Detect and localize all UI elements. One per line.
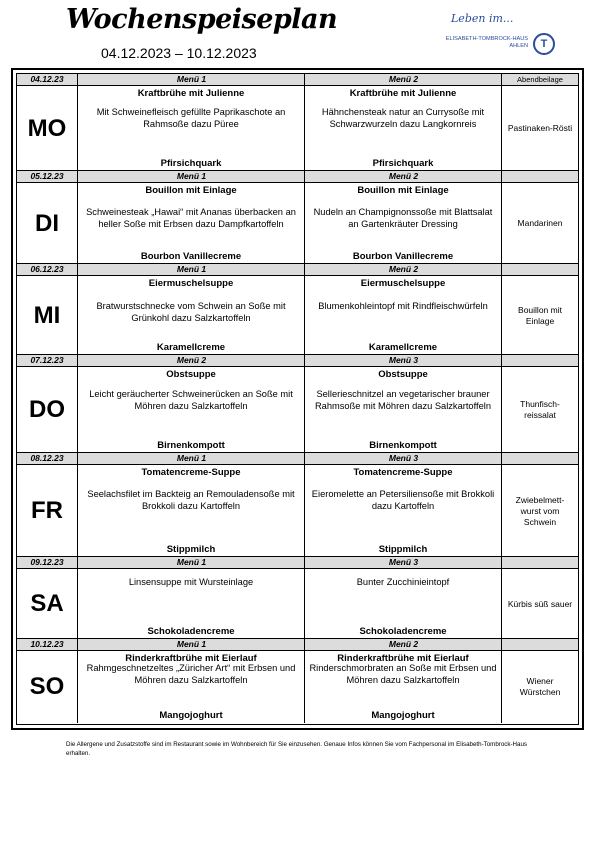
- allergen-note: Die Allergene und Zusatzstoffe sind im Restaurant sowie im Wohnbereich für Sie einzusehen. Genaue Infos können Sie vom Fachpersonal im Elisabeth-Tombrock-Haus erhalten.: [66, 741, 527, 757]
- menu2-dessert: Stippmilch: [378, 544, 428, 555]
- menu1-soup: Bouillon mit Einlage: [145, 185, 237, 196]
- menu2-label: Menü 3: [304, 355, 502, 366]
- menu1-dessert: Birnenkompott: [157, 440, 225, 451]
- menu1-cell: [77, 367, 304, 453]
- menu2-label: Menü 3: [304, 453, 502, 464]
- weekday-label: MO: [27, 114, 67, 142]
- weekday-label: SA: [30, 590, 64, 617]
- menu2-dessert: Schokoladencreme: [359, 626, 447, 637]
- day-body-row: [17, 183, 578, 264]
- menu2-cell: [304, 569, 501, 639]
- menu2-cell: [304, 651, 501, 723]
- menu2-label: Menü 2: [304, 171, 502, 182]
- beilage-header: [501, 355, 578, 366]
- beilage-cell: Bouillon mit Einlage: [501, 276, 578, 355]
- day-header-row: [17, 453, 578, 465]
- menu2-label: Menü 2: [304, 639, 502, 650]
- day-date: 08.12.23: [30, 453, 64, 463]
- menu1-label: Menü 1: [77, 74, 305, 85]
- day-body-row: [17, 651, 578, 723]
- menu2-dessert: Pfirsichquark: [372, 158, 434, 169]
- menu1-label: Menü 2: [77, 355, 305, 366]
- menu1-main: Seelachsfilet im Backteig an Remouladensoße mit Brokkoli dazu Kartoffeln: [87, 489, 295, 511]
- menu1-cell: [77, 651, 304, 723]
- day-date: 05.12.23: [30, 171, 64, 181]
- menu2-dessert: Mangojoghurt: [371, 710, 435, 721]
- day-date: 06.12.23: [30, 264, 64, 274]
- menu2-main: Rinderschmorbraten an Soße mit Erbsen und Möhren dazu Salzkartoffeln: [309, 663, 497, 685]
- menu1-main: Rahmgeschnetzeltes „Züricher Art“ mit Erbsen und Möhren dazu Salzkartoffeln: [86, 663, 296, 685]
- day-body-row: [17, 465, 578, 557]
- menu1-dessert: Karamellcreme: [156, 342, 226, 353]
- menu1-dessert: Pfirsichquark: [160, 158, 222, 169]
- menu2-main: Nudeln an Champignonssoße mit Blattsalat an Gartenkräuter Dressing: [313, 207, 493, 229]
- beilage-cell: Mandarinen: [501, 183, 578, 264]
- menu1-dessert: Mangojoghurt: [159, 710, 223, 721]
- menu2-main: Blumenkohleintopf mit Rindfleischwürfeln: [318, 301, 488, 311]
- menu2-label: Menü 2: [304, 264, 502, 275]
- date-range: 04.12.2023 – 10.12.2023: [101, 45, 257, 61]
- menu2-soup: Tomatencreme-Suppe: [353, 467, 453, 478]
- beilage-header: [501, 171, 578, 182]
- day-header-row: [17, 264, 578, 276]
- menu1-soup: Tomatencreme-Suppe: [141, 467, 241, 478]
- menu2-dessert: Karamellcreme: [368, 342, 438, 353]
- beilage-header: [501, 74, 578, 85]
- day-date: 09.12.23: [30, 557, 64, 567]
- menu-table-frame: [11, 68, 584, 730]
- day-header-row: [17, 171, 578, 183]
- menu1-label: Menü 1: [77, 639, 305, 650]
- beilage-cell: Zwiebelmett-wurst vom Schwein: [501, 465, 578, 557]
- menu1-main: Bratwurstschnecke vom Schwein an Soße mit Grünkohl dazu Salzkartoffeln: [96, 301, 286, 323]
- menu1-soup: Obstsuppe: [166, 369, 216, 380]
- weekday-label: MI: [33, 301, 61, 329]
- beilage-cell: Pastinaken-Rösti: [501, 86, 578, 171]
- menu2-cell: [304, 86, 501, 171]
- menu2-main: Sellerieschnitzel an vegetarischer brauner Rahmsoße mit Möhren dazu Salzkartoffeln: [314, 389, 492, 411]
- org-logo-icon: T: [533, 33, 555, 55]
- menu2-cell: [304, 276, 501, 355]
- beilage-header: [501, 557, 578, 568]
- day-block-di: [17, 171, 578, 264]
- page-title: Wochenspeiseplan: [66, 4, 338, 35]
- day-date: 10.12.23: [30, 639, 64, 649]
- org-name-block: [420, 36, 528, 50]
- day-block-do: [17, 355, 578, 453]
- weekday-label: DO: [29, 396, 65, 423]
- menu2-dessert: Birnenkompott: [369, 440, 437, 451]
- menu1-dessert: Bourbon Vanillecreme: [140, 251, 242, 262]
- weekday-label: SO: [29, 673, 65, 700]
- day-body-row: [17, 276, 578, 355]
- menu1-cell: [77, 183, 304, 264]
- menu2-soup: Kraftbrühe mit Julienne: [349, 88, 457, 99]
- menu2-cell: [304, 183, 501, 264]
- weekday-label: DI: [35, 209, 59, 237]
- menu2-soup: Obstsuppe: [378, 369, 428, 380]
- menu1-dessert: Stippmilch: [166, 544, 216, 555]
- menu1-label: Menü 1: [77, 171, 305, 182]
- menu1-soup: Eiermuschelsuppe: [148, 278, 234, 289]
- menu2-label: Menü 2: [304, 74, 502, 85]
- beilage-cell: Thunfisch-reissalat: [501, 367, 578, 453]
- weekday-label: FR: [31, 497, 63, 524]
- menu2-main: Hähnchensteak natur an Currysoße mit Schwarzwurzeln dazu Langkornreis: [321, 107, 485, 129]
- beilage-cell: Wiener Würstchen: [501, 651, 578, 723]
- beilage-header-label: Abendbeilage: [517, 75, 563, 84]
- org-name: ELISABETH-TOMBROCK-HAUS: [445, 36, 528, 42]
- menu1-cell: [77, 86, 304, 171]
- menu-table: [16, 73, 579, 725]
- day-block-so: [17, 639, 578, 723]
- menu1-main: Schweinesteak „Hawai“ mit Ananas überbacken an heller Soße mit Erbsen dazu Dampfkartoffeln: [86, 207, 296, 229]
- day-block-mi: [17, 264, 578, 355]
- beilage-header: [501, 453, 578, 464]
- menu1-label: Menü 1: [77, 264, 305, 275]
- slogan: Leben im...: [451, 12, 514, 25]
- menu2-soup: Bouillon mit Einlage: [357, 185, 449, 196]
- day-header-row: [17, 557, 578, 569]
- menu2-main: Bunter Zucchinieintopf: [356, 577, 450, 587]
- menu1-label: Menü 1: [77, 557, 305, 568]
- menu2-label: Menü 3: [304, 557, 502, 568]
- beilage-header: [501, 639, 578, 650]
- day-header-row: [17, 74, 578, 86]
- day-date: 07.12.23: [30, 355, 64, 365]
- menu1-dessert: Schokoladencreme: [147, 626, 235, 637]
- menu2-dessert: Bourbon Vanillecreme: [352, 251, 454, 262]
- day-block-fr: [17, 453, 578, 557]
- menu1-cell: [77, 465, 304, 557]
- menu1-main: Leicht geräucherter Schweinerücken an Soße mit Möhren dazu Salzkartoffeln: [89, 389, 293, 411]
- day-header-row: [17, 639, 578, 651]
- menu1-main: Mit Schweinefleisch gefüllte Paprikaschote an Rahmsoße dazu Püree: [96, 107, 286, 129]
- menu1-main: Linsensuppe mit Wursteinlage: [128, 577, 254, 587]
- menu1-soup: Rinderkraftbrühe mit Eierlauf: [125, 653, 257, 664]
- menu1-soup: Kraftbrühe mit Julienne: [137, 88, 245, 99]
- menu1-cell: [77, 569, 304, 639]
- day-date: 04.12.23: [30, 74, 64, 84]
- menu2-soup: Eiermuschelsuppe: [360, 278, 446, 289]
- menu1-label: Menü 1: [77, 453, 305, 464]
- beilage-header: [501, 264, 578, 275]
- day-body-row: [17, 367, 578, 453]
- org-city: AHLEN: [509, 43, 528, 49]
- menu2-cell: [304, 367, 501, 453]
- day-header-row: [17, 355, 578, 367]
- beilage-cell: Kürbis süß sauer: [501, 569, 578, 639]
- menu1-cell: [77, 276, 304, 355]
- day-body-row: [17, 569, 578, 639]
- menu2-soup: Rinderkraftbrühe mit Eierlauf: [337, 653, 469, 664]
- menu2-main: Eieromelette an Petersiliensoße mit Brokkoli dazu Kartoffeln: [311, 489, 495, 511]
- day-block-sa: [17, 557, 578, 639]
- day-body-row: [17, 86, 578, 171]
- menu2-cell: [304, 465, 501, 557]
- day-block-mo: [17, 74, 578, 171]
